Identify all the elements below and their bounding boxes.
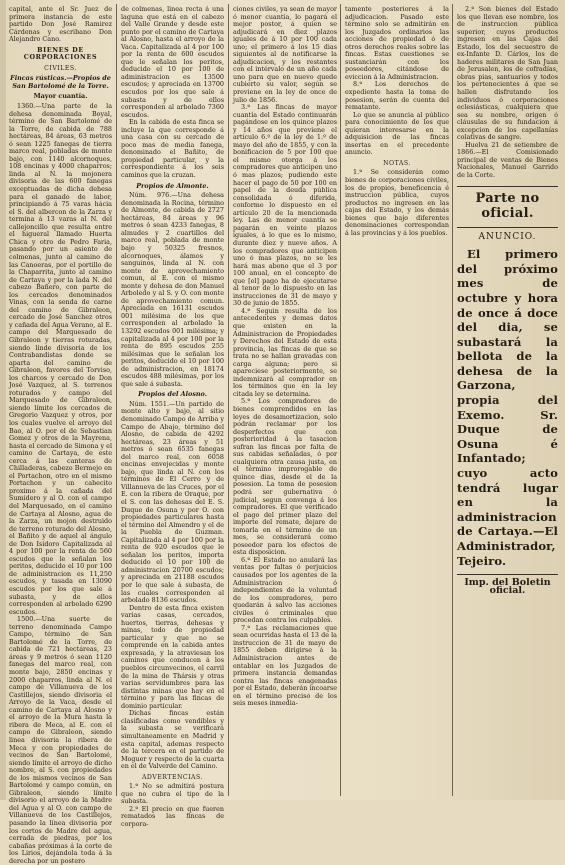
paragraph: de colmenas, linea recta á una laguna que está en el cabezo del Valle Grande y desde este punto por el camino de Cartaya al Alosno, hasta el arroyo de la Vaca. Capitalizada al 4 por 100 por la renta de 600 escudos que le señalan los peritos, deducido el 10 por 100 de administracion es 13500 escudos; y apreciada en 13700 escudos por los que sale á subasta y de ellos corresponden al arbolado 7360 escudos. <box>121 5 224 119</box>
paragraph: ciones civiles, ya sean de mayor ó menor cuantía, lo pagará el mejor postor, á quien se adjudicará en diez plazos iguales de á 10 por 100 cada uno; el primero á los 15 dias siguientes al de notificarse la adjudicacion, y los restantes con el intérvalo de un año cada uno para que en nuevo quede cubierto su valor, según se previene en la ley de once de julio de 1856. <box>233 5 337 104</box>
divider <box>457 574 558 575</box>
column-1 <box>9 5 112 865</box>
section-heading: ADVERTENCIAS. <box>141 773 204 781</box>
paragraph: 1.ª Se considerán como bienes de corporaciones civiles, los de propios, beneficencia é instruccion pública, cuyos productos no ingresen en las cajas del Estado, y los demás bienes que bajo diferentes denominaciones correspondan á las provincias y á los pueblos. <box>345 168 449 237</box>
section-heading: BIENES DE CORPORACIONES <box>23 45 98 62</box>
section-heading: NOTAS. <box>383 159 411 167</box>
section-heading: Mayor cuantía. <box>33 92 88 101</box>
page-edge <box>0 0 6 800</box>
printer-imprint: Imp. del Boletin oficial. <box>464 577 551 596</box>
paragraph: Lo que se anuncia al público para conocimiento de los que quieran interesarse en la adquisicion de las fincas insertas en el precedente anuncio. <box>345 110 449 157</box>
paragraph: 5.ª Los compradores de bienes comprendidos en las leyes de desamortizacion, solo podrán reclamar por los desperfectos que con posterioridad á la tasacion sufran las fincas por falta de sus cabidas señaladas, ó por cualquiera otra causa justa, en el término improrogable de quince dias, desde el de la posesion. La toma de posesion podrá ser gubernativa ó judicial, segun convenga á los compradores. El que verificado el pago del primer plazo del importe del remate, dejare de tomarla en el término de un mes, se considerará como poseedor para los efectos de esta disposicion. <box>233 397 337 557</box>
paragraph: 1500.—Una suerte de terreno denominada Campo Campo, término de San Bartolomé de la Torre, de cabida de 721 hectáreas, 23 áreas y 9 metros ó sean 1120 fanegas del marco real, con monte bajo, 2850 encinas y 2000 chaparros, linda al N. el campo de Villanueva de los Castillejos, siendo divisoria el Arroyo de la Vaca, desde el camino de Cartaya al Alosno y el arroyo de la Mura hasta la ribera de Meca, al E. con el campo de Gibraleon, siendo linea divisoria la ribera de Meca y con propiedades de vecinos de San Bartolomé, siendo límite el arroyo de dicho nombre, al S. con propiedades de los mismos vecinos de San Bartolomé y campo común, en Gibraleon, siendo límite divisorio el arroyo de la Madre del Agua y al O. con campo de Villanueva de los Castillejos, pasando la línea divisoria por los cortos de Madre del agua, cerrada de piedras, por los cabañas próximas á la corte de los Lirios, dejándola toda á la derecha por un postero <box>9 615 112 865</box>
paragraph: 2.ª El precio en que fueren rematados las fincas de corpora- <box>121 804 224 828</box>
column-3 <box>233 6 337 794</box>
paragraph: Dentro de esta finca existen varias casas, cercados, huertos, tierras, dehesas y minas, todo de propiedad particular y que no se comprende en la cabida antes expresada, y la atraviesan los caminos que conducen á los pueblos circunvecinos, el carril de la mina de Thársis y otras varias servidumbres para las distintas minas que hay en el término y para las fincas de dominio particular. <box>121 603 224 710</box>
column-5 <box>457 6 558 794</box>
paragraph: Núm. 976.—Una dehesa denominada la Rocina, término de Almonte, de cabida de 2727 hectáreas, 84 áreas y 96 metros ó sean 4233 fanegas, 8 almudes y 2 cuartillos del marco real, poblada de monte bajo y 50325 fresnos, alcornoques, álamos y sanguinos, linda al N. con monte de aprovechamiento comun, al E. con el mismo monte y dehesa de don Manuel Arboledo y al S. y O. con monte de aprovechamiento comun. Apreciada en 16131 escudos 001 milésima de los que corresponden al arbolado la 13292 escudos 001 milésima; y capitalizada al 4 por 100 por la renta de 895 escudos 255 milésimas que le señalan los peritos, deducido el 10 por 100 de administracion, en 18174 escudos 488 milésimas, por los que sale á subasta. <box>121 191 224 388</box>
column-4 <box>345 6 449 794</box>
paragraph: capital, ante el Sr. Juez de primera instancia de este partido Don José Ramirez Cárdenas y escribano Don Alejandro Cano. <box>9 5 112 44</box>
paragraph: Núm. 1551.—Un partido de monte alto y bajo, al sitio denominado Campo de Arriba y Campo de Abajo, término del Alosno, de cabida de 4292 hectáreas, 23 áreas y 51 metros ó sean 6535 fanegas del marco real, con 6058 encinas envejecidas y monte bajo, que linda al N. con los términos de El Cerro y de Villanueva de las Cruces, por el E. con la ribera de Oraque, por el S. con las dehesas del E. S. Duque de Osuna y por O. con propiedades particulares hasta el término del Almendro y el de la Puebla de Guzman. Capitalizada al 4 por 100 por la renta de 920 escudos que le señalan los peritos, importa deducido el 10 por 100 de administracion 20700 escudos; y apreciada en 21188 escudos por lo que sale á subasta, de las cuales corresponden al arbolado 8136 escudos. <box>121 399 224 605</box>
section-heading: Propios de Almonte. <box>136 181 209 190</box>
paragraph: 1.ª No se admitirá postura que no cubra el tipo de la subasta. <box>121 782 224 806</box>
paragraph: Huelva 21 de setiembre de 1866.—El Comisionado principal de ventas de Bienes Nacionales, Manuel Garrido de la Corte. <box>457 140 558 180</box>
column-2 <box>121 5 224 828</box>
column-rule <box>116 4 117 796</box>
section-title: Parte no oficial. <box>475 190 540 221</box>
paragraph: 1360.—Una parte de la dehesa denominada Boyal, término de San Bartolomé de la Torre, de cabida de 788 hectáreas, 84 áreas, 63 metros ó sean 1225 fanegas de tierra marco real, pobladas de monte bajo, con 1140 alcornoques, 108 encinas y 4000 chaparros; linda al N. la mojonera divisoria de las 600 fanegas exceptuadas de dicha dehesa para el ganado de labor, principiando á 75 varas hácia el S. del albercon de la Zarza y termina á 13 varas al N. del callejoncillo que resulta entre el higueral llamado Huerta Chica y otro de Pedro Faria, pasando por un asiento de colmenas, junto al camino de las Canoeras, por el portillo de la Chaparrita, junto al camino de Cartaya y por la lada N. del cabezo Bañero, con parte de los cercados denominados Vinas, con la senda de carne del camino de Gibraleon, cercado de José Sanchez otros y cañada del Agua Verano, al E. campo del Marquesado de Gibraleon y tierras roturadas, siendo linde divisoria de los Contrabandistas donde se aparta del camino de Gibraleon, favores del Torviso, los charcos y cercado de Don José Vazquez, al S. terrenos roturados y campo del Marquesado de Gibraleon, siendo límite los cercados de Gregorio Vazquez y otros, por los cuales vuelve el arroyo del Bao, al O. por el de Sebastian Gomez y otros de la Mayrena, hasta el cercado de Simona y el camino de Cartaya, de este cerca á las canteras de Chilladeras, cabezo Bermejo en el Portachon, otro en el mismo Portachon y un cabecito proximo á la cañada del Sumidero y al O. con el campo del Marquesado, en el camino de Cartaya al Alosno, agua de la Zarza, un mojon destruido de terreno roturado del Alosno, el Bañito y de aquel al ángulo de Don Isidoro Capitalizada al 4 por 100 por la renta de 560 escudos que le señalan los peritos, deducido el 10 por 100 de administracion es 11,250 escudos, y tasada en 13090 escudos por los que sale á subasta, y de ellos corresponden al arbolado 6290 escudos. <box>9 102 112 616</box>
paragraph: 4.ª Seguin resulta de los antecedentes y demas datos que existen en la Administracion de Propiedades y Derechos del Estado de esta provincia, las fincas de que se trata no se hallan gravadas con carga alguna; pero si apareciese posteriormente, se indemnizará al comprador en los términos que en la ley citada ley se determina. <box>233 306 337 398</box>
paragraph: 3.ª Las fincas de mayor cuantía del Estado continuarán pagándose en los quince plazos y 14 años que previene el artículo 6.º de la ley de 1.º de mayo del año de 1855, y con la bonificacion de 5 por 100 que el mismo otorga á los compradores que anticipen uno ó mas plazos; pudiendo este hacer el pago de 50 por 100 en papel de la deuda pública consolidada ó diferida, conforme lo dispuesto en el artículo 20 de la mencionada ley. Las de menor cuantía se pagarán en veinte plazos iguales, á lo que es lo mismo, durante diez y nueve años. A los compradores que anticipen uno ó mas plazos, no se les hará mas abono que el 3 por 100 anual, en el concepto de que [el] pago ha de ejecutarse al tenor de lo dispuesto en las instrucciones de 31 de mayo y 30 de junio de 1855. <box>233 103 337 308</box>
paragraph: 2.ª Son bienes del Estado los que llevan ese nombre, los de instruccion pública superior, cuyos productos ingresen en las Cajas del Estado, los del secuestro de ex-Infante D. Cárlos, los de haderes militares de San Juan de Jerusalen, los de cofradías, obras pias, santuarios y todos los pertenecientes á que se hallen disfrutando los individuos ó corporaciones eclesiásticas, cualquiera que sea su nombre, origen ó cláusulas de su fundacion á excepcion de los capellanías colativas de sangre. <box>457 5 558 142</box>
paragraph: En la cabida de esta finca se incluye la que corresponde á una casa con su cercado de poco mas de media fanega, denominado el Bañito, de propiedad particular, y la correspondiente á los seis caminos que la cruzan. <box>121 118 224 180</box>
paragraph: 7.ª Las reclamaciones que sean ocurridas hasta el 13 de la instruccion de 31 de mayo de 1855 deben dirigirse á la Administracion antes de entablar en los Juzgados de primera instancia demandas contra las fincas enagenadas por el Estado, deberán incoarse en el término preciso de los seis meses inmedia- <box>233 623 337 708</box>
announcement-body: El primero del próximo mes de octubre y hora de once á doce del dia, se subastará la bellota de la dehesa de la Garzona, propia del Exemo. Sr. Duque de Osuna é Infantado; cuyo acto tendrá lugar en la administracion de Cartaya.—El Administrador, Tejeiro. <box>457 247 558 568</box>
paragraph: Dichas fincas están clasificadas como vendibles y la subasta se verificará simultaneamente en Madrid y esta capital, ademas respecto de la tercera en el partido de Moguer y respecto de la cuarta en el de Valverde del Camino. <box>121 709 224 771</box>
column-rule <box>452 4 453 796</box>
announcement-title: ANUNCIO. <box>478 231 537 242</box>
section-heading: CIVILES. <box>44 64 77 72</box>
paragraph: tamente posteriores á la adjudicacion. Pasado este término solo se admitirán en los Juzgados ordinarios las acciones de propiedad ó de otros derechos reales sobre las fincas. Estas cuestiones se sustanciarán con los poseedores, citándose de eviccion á la Administracion. <box>345 5 449 81</box>
column-rule <box>228 4 229 796</box>
divider <box>457 227 558 228</box>
column-rule <box>340 4 341 796</box>
section-heading: Propios del Alosno. <box>138 390 207 399</box>
divider <box>457 186 558 187</box>
section-heading: Fincas rústicas.—Propios de San Bartolomé de la Torre. <box>10 74 111 90</box>
paragraph: 6.ª El Estado no anulará las ventas por faltas ó perjuicios causados por los agentes de la Administracion ó independientes de la voluntad de los compradores, pero quedarán á salvo las acciones civiles ó criminales que procedan contra los culpables. <box>233 555 337 625</box>
paragraph: 8.ª Los derechos de expediente hasta la toma de posesion, serán de cuenta del rematante. <box>345 80 449 112</box>
